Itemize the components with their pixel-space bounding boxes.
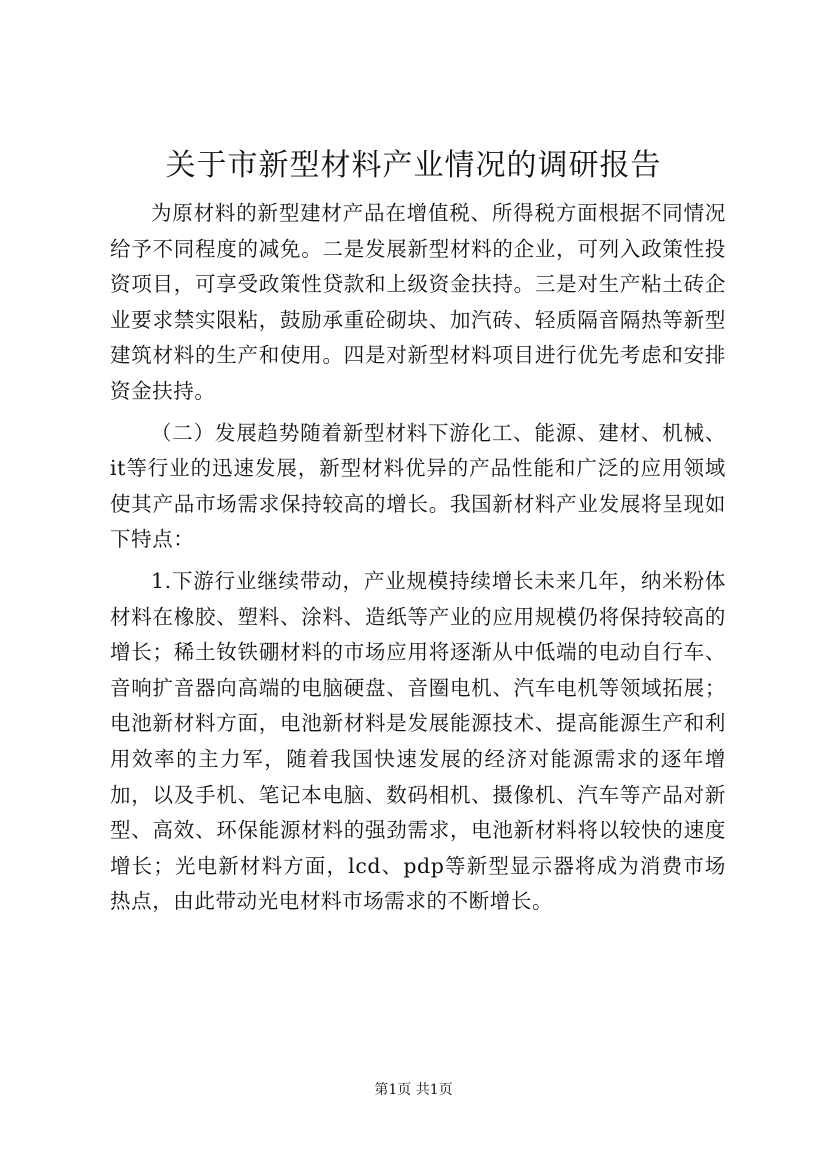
paragraph-3: 1.下游行业继续带动，产业规模持续增长未来几年，纳米粉体材料在橡胶、塑料、涂料、造纸等产业的应用规模仍将保持较高的增长；稀土钕铁硼材料的市场应用将逐渐从中低端的电动自行车、音响扩音器向高端的电脑硬盘、音圈电机、汽车电机等领域拓展；电池新材料方面，电池新材料是发展能源技术、提高能源生产和利用效率的主力军，随着我国快速发展的经济对能源需求的逐年增加，以及手机、笔记本电脑、数码相机、摄像机、汽车等产品对新型、高效、环保能源材料的强劲需求，电池新材料将以较快的速度增长；光电新材料方面，lcd、pdp等新型显示器将成为消费市场热点，由此带动光电材料市场需求的不断增长。	[110, 568, 726, 914]
document-title: 关于市新型材料产业情况的调研报告	[165, 148, 662, 183]
paragraph-1: 为原材料的新型建材产品在增值税、所得税方面根据不同情况给予不同程度的减免。二是发展新型材料的企业，可列入政策性投资项目，可享受政策性贷款和上级资金扶持。三是对生产粘土砖企业要求禁实限粘，鼓励承重砼砌块、加汽砖、轻质隔音隔热等新型建筑材料的生产和使用。四是对新型材料项目进行优先考虑和安排资金扶持。	[110, 201, 726, 403]
paragraph-2: （二）发展趋势随着新型材料下游化工、能源、建材、机械、it等行业的迅速发展，新型材料优异的产品性能和广泛的应用领域使其产品市场需求保持较高的增长。我国新材料产业发展将呈现如下特点：	[110, 420, 726, 552]
page-footer: 第1页 共1页	[374, 1082, 453, 1098]
document-body	[110, 196, 726, 926]
